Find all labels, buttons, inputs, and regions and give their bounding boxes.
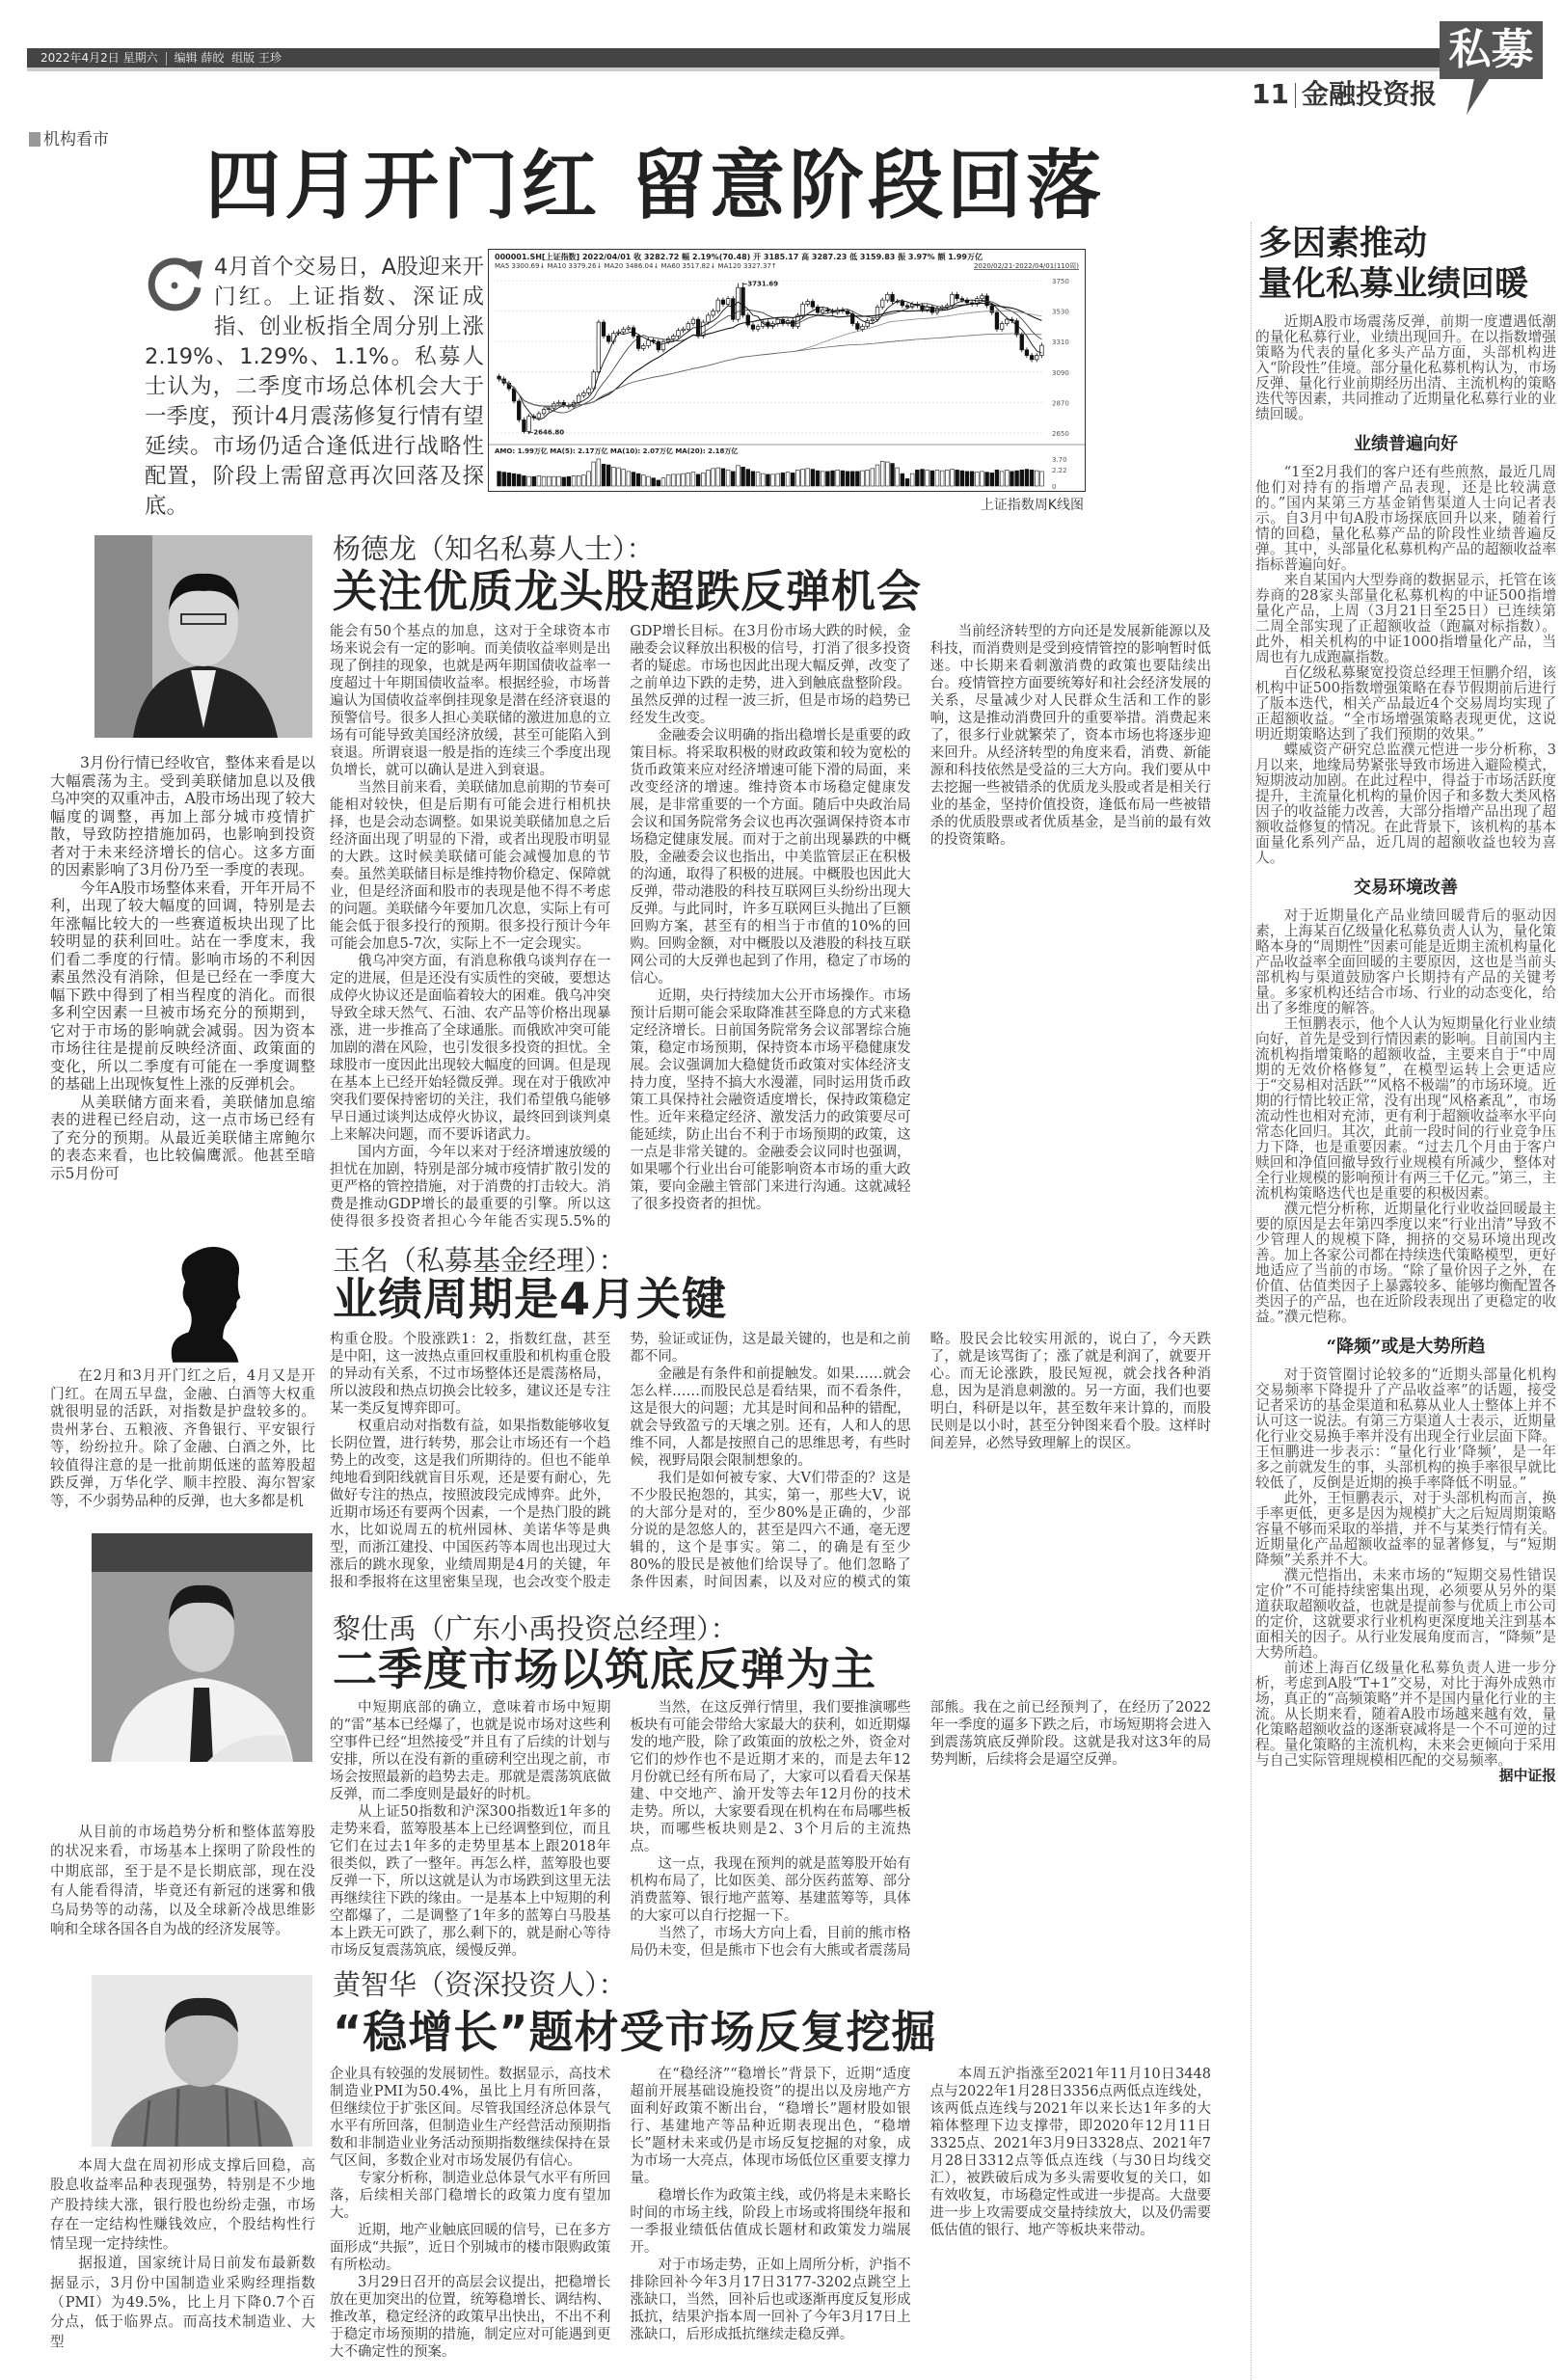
volume-bar — [846, 472, 849, 486]
candle-body — [866, 321, 870, 327]
candle-body — [721, 300, 725, 304]
volume-bar — [622, 470, 626, 486]
candle-body — [577, 395, 580, 402]
candle-body — [537, 414, 541, 418]
candle-body — [891, 294, 895, 301]
candle-body — [861, 326, 865, 329]
section-tab: 私募 — [1440, 21, 1543, 79]
paragraph: 从目前的市场趋势分析和整体蓝筹股的状况来看，市场基本上探明了阶段性的中期底部，至于是不是长期底部，现在没有人能看得清，毕竟还有新冠的迷雾和俄乌局势等的动荡，以及全球新冷战思维影响和全球各国各自为战的经济发展等。 — [50, 1824, 315, 1938]
volume-bar — [636, 473, 640, 486]
volume-bar — [970, 472, 974, 486]
ma5-line — [499, 300, 1042, 419]
candle-body — [806, 302, 810, 305]
article-3-photo — [92, 1533, 312, 1762]
candle-body — [826, 310, 830, 311]
candle-body — [956, 294, 959, 298]
candle-body — [756, 326, 760, 329]
volume-bar — [821, 472, 824, 486]
candle-body — [871, 319, 875, 320]
volume-bar — [981, 472, 984, 486]
volume-bar — [577, 475, 580, 486]
chart-caption: 上证指数周K线图 — [980, 498, 1084, 513]
volume-bar — [572, 475, 576, 486]
volume-bar — [1035, 471, 1038, 486]
volume-bar — [652, 478, 656, 486]
candle-body — [995, 312, 999, 329]
refresh-icon — [145, 255, 204, 314]
page-folio — [1244, 77, 1437, 112]
volume-bar — [915, 470, 919, 486]
candle-body — [1020, 335, 1024, 350]
volume-bar — [517, 474, 521, 486]
candle-body — [557, 402, 561, 403]
paragraph: 构重仓股。个股涨跌1：2，指数红盘，甚至是中阳，这一波热点重回权重股和机构重仓股的异动有关系，不过市场整体还是震荡格局，所以波段和热点切换会比较多，建议还是专注某一类反复博弈即可。 — [330, 1332, 611, 1417]
sidebar-intro: 近期A股市场震荡反弹，前期一度遭遇低潮的量化私募行业，业绩出现回升。在以指数增强策略为代表的量化多头产品方面，头部机构进入“阶段性”佳境。部分量化私募机构认为，市场反弹、量化行业前期经历出清、主流机构的策略迭代等因素，共同推动了近期量化私募行业的业绩回暖。 — [1255, 313, 1556, 422]
volume-bar — [617, 468, 621, 486]
volume-bar — [627, 472, 631, 486]
volume-bar — [990, 473, 994, 486]
candle-body — [602, 322, 606, 336]
volume-bar — [512, 473, 516, 486]
paragraph: 当前经济转型的方向还是发展新能源以及科技，而消费则是受到疫情管控的影响暂时低迷。中长期来看刺激消费的政策也要陆续出台。疫情管控方面要统筹好和社会经济发展的关系，尽量减少对人民群众生活和工作的影响，这是推动消费回升的重要举措。消费起来了，很多行业就繁荣了，资本市场也将逐步迎来回升。从经济转型的角度来看，消费、新能源和科技依然是受益的三大方向。我们要从中去挖掘一些被错杀的优质龙头股或者是相关行业的基金，坚持价值投资，逢低布局一些被错杀的优质股票或者优质基金，是当前的最有效的投资策略。 — [929, 624, 1211, 848]
source-credit: 据中证报 — [1498, 1768, 1556, 1784]
paragraph: 在2月和3月开门红之后，4月又是开门红。在周五早盘，金融、白酒等大权重就很明显的活跃，对指数是护盘较多的。贵州茅台、五粮液、齐鲁银行、平安银行等，纷纷拉升。除了金融、白酒之外，比较值得注意的是一批前期低迷的蓝筹股超跌反弹，万华化学、顺丰控股、海尔智家等，不少弱势品种的反弹，也大多都是机 — [50, 1367, 315, 1509]
paragraph: 濮元恺分析称，近期量化行业收益回暖最主要的原因是去年第四季度以来“行业出清”导致不少管理人的规模下降，拥挤的交易环境出现改善。加上各家公司都在持续迭代策略模型，更好地适应了当前的市场。“除了量价因子之外，在价值、估值类因子上暴露较多、能够均衡配置各类因子的产品，也在近阶段表现出了更稳定的收益。”濮元恺称。 — [1255, 1201, 1556, 1325]
paragraph: 本周五沪指涨至2021年11月10日3448点与2022年1月28日3356点两低点连线处，该两低点连线与2021年以来长达1年多的大箱体整理下边支撑带，即2020年12月11日3325点、2021年3月9日3328点、2021年7月28日3312点等低点连线（与30日均线交汇），被跌破后成为多头需要收复的关口，如有效收复，市场稳定性或进一步提高。大盘要进一步上攻需要成交量持续放大，以及仍需要低估值的银行、地产等板块来带动。 — [929, 2067, 1211, 2238]
paragraph: 在“稳经济”“稳增长”背景下，近期“适度超前开展基础设施投资”的提出以及房地产方面利好政策不断出台，“稳增长”题材股如银行、基建地产等品种近期表现出色，“稳增长”题材未来或仍是市场反复挖掘的对象，成为市场一大亮点，体现市场低位区重要支撑力量。 — [630, 2067, 911, 2186]
volume-bar — [926, 470, 929, 486]
volume-bar — [756, 473, 760, 486]
volume-bar — [737, 466, 741, 486]
volume-bar — [951, 470, 955, 486]
candle-body — [981, 296, 984, 299]
header-rule — [27, 68, 1440, 71]
paragraph: 专家分析称，制造业总体景气水平有所回落，后续相关部门稳增长的政策力度有望加大。 — [330, 2171, 611, 2221]
sidebar-article-body — [1255, 314, 1556, 1784]
volume-bar — [716, 468, 720, 486]
volume-bar — [921, 470, 925, 486]
candle-body — [801, 304, 805, 314]
volume-bar — [542, 476, 546, 486]
volume-bar — [786, 473, 790, 486]
volume-bar — [677, 474, 681, 486]
tab-pointer — [1461, 78, 1499, 117]
volume-bar — [861, 471, 865, 486]
candle-body — [905, 306, 909, 307]
paragraph: 来自某国内大型券商的数据显示，托管在该券商的28家头部量化私募机构的中证500指增量化产品，上周（3月21日至25日）已连续第二周全部实现了正超额收益（跑赢对标指数）。此外，相关机构的中证1000指增量化产品，当周也有九成跑赢指数。 — [1255, 572, 1556, 665]
article-1-lead-column — [50, 754, 315, 1182]
volume-bar — [647, 476, 651, 486]
article-4-body — [330, 2066, 1211, 2372]
volume-bar — [885, 462, 889, 486]
volume-bar — [731, 472, 735, 486]
paragraph: 濮元恺指出，未来市场的“短期交易性错误定价”不可能持续密集出现，必须要从另外的渠道获取超额收益，也就是提前参与优质上市公司的定价，这就要求行业机构更深度地关注到基本面相关的因子。从行业发展角度而言，“降频”是大势所趋。 — [1255, 1567, 1556, 1661]
volume-bar — [632, 473, 635, 486]
candle-body — [622, 329, 626, 332]
candle-body — [523, 419, 526, 431]
candle-body — [687, 324, 690, 330]
candle-body — [677, 331, 681, 337]
paragraph: 此外，王恒鹏表示，对于头部机构而言，换手率更低，更多是因为规模扩大之后短周期策略容量不够而采取的举措，并不与某类行情有关。近期量化产品超额收益率的显著修复，与“短期降频”关系并不大。 — [1255, 1490, 1556, 1568]
volume-bar — [498, 472, 501, 486]
volume-bar — [671, 474, 675, 486]
volume-bar — [1020, 470, 1024, 486]
y-tick-label: 3310 — [1052, 338, 1069, 347]
volume-bar — [825, 472, 829, 486]
portrait-photo — [92, 1975, 312, 2147]
volume-bar — [960, 471, 964, 486]
candle-body — [672, 336, 676, 338]
article-3-byline: 黎仕禹（广东小禹投资总经理）： — [333, 1612, 739, 1645]
volume-bar — [721, 469, 725, 486]
volume-bar — [657, 480, 660, 486]
volume-bar — [880, 461, 884, 486]
paragraph: 金融是有条件和前提触发。如果……就会怎么样……而股民总是看结果，而不看条件，这是很大的问题；尤其是时间和品种的错配，就会导致盈亏的天壤之别。还有，人和人的思维不同，人都是按照自己的思维思考，有些时候，视野局限会限制想象的。 — [630, 1366, 911, 1469]
volume-bar — [1000, 472, 1004, 486]
volume-bar — [1040, 472, 1044, 486]
article-3-lead-column — [50, 1823, 315, 1940]
volume-bar — [741, 467, 745, 486]
article-2-photo — [92, 1238, 305, 1364]
paragraph: 对于资管圈讨论较多的“近期头部量化机构交易频率下降提升了产品收益率”的话题，接受记者采访的基金渠道和私募从业人士整体上并不认可这一说法。有第三方渠道人士表示，近期量化行业交易换手率并没有出现全行业层面下降。王恒鹏进一步表示：“量化行业‘降频’，是一年多之前就发生的事，头部机构的换手率很早就比较低了，反倒是近期的换手率降低不明显。” — [1255, 1366, 1556, 1491]
volume-bar — [726, 470, 730, 486]
section-label: 机构看市 — [29, 125, 109, 149]
volume-bar — [527, 476, 531, 486]
volume-bar — [682, 473, 686, 486]
portrait-photo — [94, 535, 312, 738]
paragraph: 权重启动对指数有益，如果指数能够收复长阴位置，进行转势，那会让市场还有一个趋势上的改变，这是我们所期待的。但也不能单纯地看到阳线就盲目乐观，还是要有耐心，先做好专注的热点，按照波段完成博弈。此外，近期市场还有要两个因素，一个是热门股的跳水，比如说周五的杭州园林、美诺华等是典型，而浙江建投、中国医药等本周也出现过大涨后的跳水现象，业绩周期是4月的关键，年报和季报将在这里密集呈现，也会改变个股走势，验证或证伪，这是最关键的，也是和之前都不同。 — [330, 1332, 911, 1590]
page-number: 11 — [1252, 78, 1289, 110]
candle-body — [751, 325, 755, 329]
paragraph: 本周大盘在周初形成支撑后回稳，高股息收益率品种表现强势，特别是不少地产股持续大涨，银行股也纷纷走强，市场存在一定结构性赚钱效应，个股结构性行情呈现一定持续性。 — [50, 2157, 315, 2253]
chart-range: 2020/02/21-2022/04/01(110周) — [973, 262, 1079, 270]
volume-bar — [1025, 470, 1029, 486]
paragraph: 近期，地产业触底回暖的信号，已在多方面形成“共振”，近日个别城市的楼市限购政策有所松动。 — [330, 2223, 611, 2273]
volume-bar — [806, 469, 810, 486]
volume-bar — [901, 473, 904, 486]
candle-body — [731, 299, 735, 320]
volume-bar — [781, 473, 785, 486]
paragraph: 从美联储方面来看，美联储加息缩表的进程已经启动，这一点市场已经有了充分的预期。从最近美联储主席鲍尔的表态来看，也比较偏鹰派。他甚至暗示5月份可 — [50, 1093, 315, 1182]
candle-body — [1030, 356, 1034, 360]
volume-bar — [1010, 472, 1014, 486]
volume-bar — [935, 470, 939, 486]
silhouette-portrait — [92, 1238, 305, 1364]
volume-bar — [816, 471, 820, 486]
article-3-body — [330, 1699, 1211, 1963]
article-2-byline: 玉名（私募基金经理）： — [333, 1244, 627, 1277]
candle-body — [880, 300, 884, 307]
volume-bar — [597, 459, 601, 486]
candle-body — [627, 328, 631, 329]
chart-volume-header: AMO: 1.99万亿 MA(5): 2.17万亿 MA(10): 2.07万亿 MA(20): 2.18万亿 — [495, 447, 739, 455]
candle-body — [1015, 321, 1019, 335]
volume-bar — [767, 474, 770, 486]
volume-bar — [761, 473, 765, 486]
paragraph: 企业具有较强的发展韧性。数据显示，高技术制造业PMI为50.4%，虽比上月有所回落，但继续位于扩张区间。尽管我国经济总体景气水平有所回落，但制造业生产经营活动预期指数和非制造业业务活动预期指数继续保持在景气区间，多数企业对市场发展仍有信心。 — [330, 2067, 611, 2169]
volume-bar — [910, 473, 914, 486]
paragraph: 今年A股市场整体来看，开年开局不利，出现了较大幅度的回调，特别是去年涨幅比较大的一些赛道板块出现了比较明显的获利回吐。站在一季度末，我们看二季度的行情。影响市场的不利因素虽然没有消除，但是已经在一季度大幅下跌中得到了相当程度的消化。而很多利空因素一旦被市场充分的预期到，它对于市场的影响就会减弱。因为资本市场往往是提前反映经济面、政策面的变化，所以二季度有可能在一季度调整的基础上出现恢复性上涨的反弹机会。 — [50, 879, 315, 1093]
paragraph: 国内方面，今年以来对于经济增速放缓的担忧在加剧，特别是部分城市疫情扩散引发的更严格的管控措施，对于消费的打击较大。消费是推动GDP增长的最重要的引擎。所以这使得很多投资者担心今年能否实现5.5%的GDP增长目标。在3月份市场大跌的时候，金融委会议释放出积极的信号，打消了很多投资者的疑虑。市场也因此出现大幅反弹，改变了之前单边下跌的走势，进入到触底盘整阶段。虽然反弹的过程一波三折，但是市场的趋势已经发生改变。 — [330, 624, 911, 1230]
candle-body — [1035, 356, 1038, 360]
paragraph: 前述上海百亿级量化私募负责人进一步分析，考虑到A股“T+1”交易，对比于海外成熟市场，真正的“高频策略”并不是国内量化行业的主流。从长期来看，随着A股市场越来越有效，量化策略超额收益的逐渐衰减将是一个不可逆的过程。量化策略的主流机构，未来会更倾向于采用与自己实际管理规模相匹配的交易频率。 据中证报 — [1255, 1660, 1556, 1784]
candle-body — [657, 341, 660, 350]
volume-bar — [707, 470, 711, 486]
volume-bar — [791, 473, 794, 486]
volume-tick-label: 0 — [1052, 483, 1057, 491]
volume-bar — [930, 471, 934, 486]
paragraph: 3月份行情已经收官，整体来看是以大幅震荡为主。受到美联储加息以及俄乌冲突的双重冲击，A股市场出现了较大幅度的调整，再加上部分城市疫情扩散，导致防控措施加码，也影响到投资者对于未来经济增长的信心。这多方面的因素影响了3月份乃至一季度的表现。 — [50, 754, 315, 879]
paragraph: 我们是如何被专家、大V们带歪的？这是不少股民抱怨的，其实，第一，那些大V，说的大部分是对的，至少80%是正确的，少部分说的是忽悠人的，甚至是四六不通，毫无逻辑的，这个是事实。第二，的确是有至少80%的股民是被他们给误导了。他们忽略了条件因素，时间因素，以及对应的模式的策略。股民会比较实用派的，说白了，今天跌了，就是该骂街了；涨了就是利润了，就要开心。而无论涨跌，股民短视，就会找各种消息，因为是消息刺激的。另一方面，我们也要明白，科研是以年，甚至数年来计算的，而股民则是以小时，甚至分钟图来看个股。这样时间差异，必然导致理解上的误区。 — [630, 1332, 1211, 1590]
volume-tick-label: 2.22 — [1052, 467, 1067, 475]
article-4-photo — [92, 1975, 312, 2147]
candle-body — [707, 315, 711, 322]
candle-body — [856, 324, 860, 330]
candle-body — [701, 322, 705, 336]
volume-bar — [587, 472, 591, 486]
candle-body — [562, 402, 566, 405]
volume-bar — [866, 470, 870, 486]
volume-bar — [855, 472, 859, 486]
index-weekly-kline-chart — [488, 249, 1086, 492]
sidebar-subheading: 交易环境改善 — [1354, 878, 1458, 898]
volume-bar — [871, 469, 875, 486]
candle-body — [682, 329, 686, 330]
candle-body — [726, 299, 730, 305]
volume-bar — [641, 475, 645, 486]
volume-bar — [850, 472, 854, 486]
column-divider — [1251, 222, 1252, 2380]
paragraph: 百亿级私募聚宽投资总经理王恒鹏介绍，该机构中证500指数增强策略在春节假期前后进行了版本迭代，相关产品最近4个交易周均实现了正超额收益。“全市场增强策略表现更优，这说明近期策略达到了我们预期的效果。” — [1255, 664, 1556, 743]
article-1-byline: 杨德龙（知名私募人士）： — [333, 532, 655, 565]
paragraph: 蝶威资产研究总监濮元恺进一步分析称，3月以来，地缘局势紧张导致市场进入避险模式，短期波动加剧。在此过程中，得益于市场活跃度提升，主流量化机构的量价因子和多数大类风格因子的收益能力改善，大部分指增产品出现了超额收益修复的情况。在此背景下，该机构的基本面量化系列产品，近几周的超额收益也较为喜人。 — [1255, 742, 1556, 866]
article-4-headline: “稳增长”题材受市场反复挖掘 — [333, 2006, 937, 2058]
article-1-headline: 关注优质龙头股超跌反弹机会 — [333, 565, 922, 617]
candle-body — [597, 322, 601, 372]
portrait-photo — [92, 1533, 312, 1762]
volume-bar — [776, 473, 780, 486]
volume-bar — [801, 470, 805, 486]
issue-date: 2022年4月2日 星期六 — [40, 51, 158, 65]
candle-body — [691, 319, 695, 323]
candle-body — [661, 341, 665, 350]
paragraph: 当然了，市场大方向上看，目前的熊市格局仍未变，但是熊市下也会有大熊或者震荡局部熊。我在之前已经预判了，在经历了2022年一季度的逼多下跌之后，市场短期将会进入到震荡筑底反弹阶段。这就是我对这3年的局势判断，后续将会是逼空反弹。 — [630, 1700, 1211, 1959]
volume-bar — [523, 475, 526, 486]
paragraph: 能会有50个基点的加息，这对于全球资本市场来说会有一定的影响。而美债收益率则是出现了倒挂的现象，也就是两年期国债收益率一度超过十年期国债收益率。根据经验，市场普遍认为国债收益率倒挂现象是潜在经济衰退的预警信号。很多人担心美联储的激进加息的立场有可能导致美国经济放缓，甚至可能陷入到衰退。所谓衰退一般是指的连续三个季度出现负增长，就可以确认是进入到衰退。 — [330, 624, 611, 778]
volume-bar — [905, 478, 909, 486]
volume-bar — [712, 469, 715, 486]
y-tick-label: 3090 — [1052, 368, 1069, 377]
volume-bar — [956, 470, 959, 486]
candle-body — [776, 319, 780, 323]
paragraph: 3月29日召开的高层会议提出，把稳增长放在更加突出的位置，统筹稳增长、调结构、推改革，稳定经济的政策早出快出，不出不利于稳定市场预期的措施，制定应对可能遇到更大不确定性的预案。 — [330, 2275, 611, 2360]
candle-body — [1000, 324, 1004, 330]
volume-bar — [567, 476, 571, 486]
article-4-lead-column — [50, 2156, 315, 2352]
ma20-line — [499, 303, 1042, 406]
volume-bar — [811, 470, 815, 486]
volume-bar — [687, 473, 690, 486]
paragraph: 对于市场走势，正如上周所分析，沪指不排除回补今年3月17日3177-3202点跳空上涨缺口，当然，回补后也或逐渐再度反复形成抵抗，结果沪指本周一回补了今年3月17日上涨缺口，后形成抵抗继续走稳反弹。 — [630, 2258, 911, 2342]
volume-bar — [975, 473, 979, 486]
candle-body — [498, 376, 501, 379]
volume-bar — [592, 462, 596, 486]
y-tick-label: 3530 — [1052, 308, 1069, 316]
paragraph: 当然，在这反弹行情里，我们要推演哪些板块有可能会带给大家最大的获利，如近期爆发的地产股，除了政策面的放松之外，资金对它们的炒作也不是近期才来的，而是去年12月份就已经有所布局了，大家可以看看天保基建、中交地产、渝开发等去年12月份的技术走势。所以，大家要看现在机构在布局哪些板块，而哪些板块则是2、3个月后的主流热点。 — [630, 1700, 911, 1854]
paragraph: 对于近期量化产品业绩回暖背后的驱动因素，上海某百亿级量化私募负责人认为，量化策略本身的“周期性”因素可能是近期主流机构量化产品收益率全面回暖的主要原因，这也是当前头部机构与渠道鼓励客户长期持有产品的关键考量。多家机构还结合市场、行业的动态变化，给出了多维度的解答。 — [1255, 907, 1556, 1016]
candle-body — [512, 389, 516, 401]
candle-body — [606, 336, 610, 341]
paragraph: 金融委会议明确的指出稳增长是重要的政策目标。将采取积极的财政政策和较为宽松的货币政策来应对经济增速可能下滑的局面，来改变经济的增速。维持资本市场稳定健康发展，是非常重要的一个方面。随后中央政治局会议和国务院常务会议也再次强调保持资本市场稳定健康发展。而对于之前出现暴跌的中概股，金融委会议也指出，中美监管层正在积极的沟通，取得了积极的进展。中概股也因此大反弹，带动港股的科技互联网巨头纷纷出现大反弹。与此同时，许多互联网巨头抛出了巨额回购方案，甚至有的相当于市值的10%的回购。回购金额，对中概股以及港股的科技互联网公司的大反弹也起到了作用，稳定了市场的信心。 — [630, 728, 911, 987]
volume-bar — [611, 467, 615, 486]
volume-bar — [891, 464, 895, 486]
paragraph: 近期，央行持续加大公开市场操作。市场预计后期可能会采取降准甚至降息的方式来稳定经济增长。日前国务院常务会议部署综合施策，稳定市场预期，保持资本市场平稳健康发展。会议强调加大稳健货币政策对实体经济支持力度，坚持不搞大水漫灌，同时运用货币政策工具保持社会融资适度增长，保持政策稳定性。近年来稳定经济、激发活力的政策要尽可能延续，防止出台不利于市场预期的政策，这一点是非常关键的。金融委会议同时也强调，如果哪个行业出台可能影响资本市场的重大政策，要向金融主管部门来进行沟通。这就减轻了很多投资者的担忧。 — [630, 988, 911, 1212]
y-tick-label: 2870 — [1052, 399, 1069, 408]
sidebar-subheading: 业绩普遍向好 — [1354, 434, 1458, 454]
volume-bar — [691, 473, 695, 486]
volume-bar — [606, 465, 610, 486]
volume-bar — [547, 476, 551, 486]
candle-body — [587, 389, 591, 392]
candle-body — [542, 410, 546, 414]
paragraph: 据报道，国家统计局日前发布最新数据显示，3月份中国制造业采购经理指数（PMI）为49.5%，比上月下降0.7个百分点，低于临界点。而高技术制造业、大型 — [50, 2255, 315, 2350]
paragraph: 王恒鹏表示，他个人认为短期量化行业业绩向好，首先是受到行情因素的影响。目前国内主流机构指增策略的超额收益，主要来自于“中周期的无效价格修复”，在模型运转上会更适应于“交易相对活跃”“风格不极端”的市场环境。近期的行情比较正常，没有出现“风格紊乱”，市场流动性也相对充沛，更有利于超额收益率水平向常态化回归。其次，此前一段时间的行业竞争压力下降，也是重要因素。“过去几个月由于客户赎回和净值回撤导致行业规模有所减少，整体对全行业规模的影响预计有两三千亿元。”第三，主流机构策略迭代也是重要的积极因素。 — [1255, 1015, 1556, 1202]
volume-bar — [875, 465, 879, 486]
candle-body — [712, 311, 715, 315]
sidebar-headline: 多因素推动 量化私募业绩回暖 — [1258, 225, 1529, 304]
candle-body — [886, 294, 890, 300]
paragraph: “1至2月我们的客户还有些煎熬，最近几周他们对持有的指增产品表现，还是比较满意的。”国内某第三方基金销售渠道人士向记者表示。自3月中旬A股市场探底回升以来，随着行情的回稳，量化私募产品的阶段性业绩普遍反弹。其中，头部量化私募机构产品的超额收益率指标普遍向好。 — [1255, 464, 1556, 573]
volume-bar — [701, 473, 705, 486]
volume-bar — [1015, 471, 1019, 486]
paragraph: 中短期底部的确立，意味着市场中短期的“雷”基本已经爆了，也就是说市场对这些利空事件已经“坦然接受”并且有了后续的计划与安排，所以在没有新的重磅利空出现之前，市场会按照最新的趋势去走。那就是震荡筑底做反弹，而二季度则是最好的时机。 — [330, 1700, 611, 1802]
volume-bar — [502, 473, 506, 486]
volume-bar — [661, 478, 665, 486]
volume-tick-label: 3.70 — [1052, 456, 1067, 464]
volume-bar — [1005, 470, 1009, 486]
candle-body — [821, 310, 824, 312]
volume-bar — [985, 473, 989, 486]
article-3-headline: 二季度市场以筑底反弹为主 — [333, 1643, 876, 1695]
low-annotation: ←2646.80 — [527, 428, 565, 437]
candle-body — [811, 302, 815, 308]
article-4-byline: 黄智华（资深投资人）： — [333, 1968, 627, 2001]
page-title: 四月开门红 留意阶段回落 — [205, 143, 1106, 230]
volume-bar — [696, 474, 700, 486]
candle-body — [1040, 345, 1044, 355]
section-marker-icon — [29, 132, 40, 147]
candle-body — [960, 299, 964, 300]
article-2-headline: 业绩周期是4月关键 — [333, 1273, 728, 1325]
candle-body — [642, 346, 646, 349]
candle-body — [901, 302, 904, 306]
volume-bar — [831, 471, 835, 486]
divider — [166, 52, 167, 66]
volume-bar — [841, 471, 845, 486]
article-2-body — [330, 1331, 1211, 1607]
volume-bar — [896, 468, 900, 486]
paragraph: 当然目前来看，美联储加息前期的节奏可能相对较快，但是后期有可能会进行相机抉择，也是会动态调整。如果说美联储加息之后经济面出现了明显的下滑，或者出现股市明显的大跌。这时候美联储可能会减慢加息的节奏。虽然美联储目标是维持物价稳定、保障就业，但是经济面和股市的表现是他不得不考虑的问题。美联储今年要加几次息，实际上有可能会低于很多投行的预期。很多投行预计今年可能会加息5-7次，实际上不一定会现实。 — [330, 780, 611, 952]
article-1-photo — [94, 535, 312, 738]
volume-bar — [532, 476, 536, 486]
candle-body — [716, 300, 720, 311]
volume-bar — [746, 470, 750, 486]
chart-header-ma: MA5 3300.69↓ MA10 3379.26↓ MA20 3486.04↓ MA60 3517.82↓ MA120 3327.37↑ — [495, 262, 777, 270]
paragraph: 这一点，我现在预判的就是蓝筹股开始有机构布局了，比如医美、部分医药蓝筹、部分消费蓝筹、银行地产蓝筹、基建蓝筹等，具体的大家可以自行挖掘一下。 — [630, 1856, 911, 1924]
volume-bar — [945, 470, 949, 486]
y-tick-label: 3750 — [1052, 278, 1069, 285]
volume-bar — [507, 473, 511, 486]
candle-body — [746, 315, 750, 325]
layout-credit: 组版 王珍 — [231, 51, 282, 65]
volume-bar — [771, 474, 775, 486]
high-annotation: ←3731.69 — [741, 280, 779, 288]
candle-body — [647, 340, 651, 346]
candle-body — [582, 392, 586, 395]
article-1-body — [330, 623, 1211, 1234]
volume-bar — [965, 472, 969, 486]
article-2-lead-column — [50, 1367, 315, 1510]
candle-body — [1005, 319, 1009, 323]
candle-body — [1025, 350, 1029, 356]
volume-bar — [666, 475, 670, 486]
volume-bar — [1030, 470, 1034, 486]
sidebar-subheading: “降频”或是大势所趋 — [1326, 1337, 1486, 1357]
candle-body — [951, 294, 955, 305]
volume-bar — [562, 477, 566, 486]
lead-intro: 4月首个交易日，A股迎来开门红。上证指数、深证成指、创业板指全周分别上涨2.19%、1.29%、1.1%。私募人士认为，二季度市场总体机会大于一季度，预计4月震荡修复行情有望延续。市场仍适合逢低进行战略性配置，阶段上需留意再次回落及探底。 — [145, 255, 484, 519]
volume-bar — [940, 471, 944, 486]
page-header-bar — [27, 48, 1440, 68]
volume-bar — [602, 464, 606, 486]
volume-bar — [552, 476, 555, 486]
y-tick-label: 2650 — [1052, 430, 1069, 438]
paragraph: 从上证50指数和沪深300指数近1年多的走势来看，蓝筹股基本上已经调整到位，而且它们在过去1年多的走势里基本上跟2018年很类似，跌了一整年。再怎么样，蓝筹股也要反弹一下，所以这就是认为市场跌到这里无法再继续往下跌的缘由。一是基本上中短期的利空都爆了，二是调整了1年多的蓝筹白马股基本上跌无可跌了，那么剩下的，就是耐心等待市场反复震荡筑底，缓慢反弹。 — [330, 1804, 611, 1959]
volume-bar — [557, 476, 561, 486]
volume-bar — [537, 475, 541, 486]
kline-svg — [489, 250, 1085, 491]
volume-bar — [836, 470, 840, 486]
paper-name: 金融投资报 — [1301, 78, 1437, 110]
paragraph: 俄乌冲突方面，有消息称俄乌谈判存在一定的进展，但是还没有实质性的突破，要想达成停火协议还是面临着较大的困难。俄乌冲突导致全球天然气、石油、农产品等价格出现暴涨，进一步推高了全球通胀。而俄欧冲突可能加剧的潜在风险，也引发很多投资的担忧。全球股市一度因此出现较大幅度的回调。但是现在基本上已经开始轻微反弹。现在对于俄欧冲突我们要保持密切的关注，我们希望俄乌能够早日通过谈判达成停火协议，最终回到谈判桌上来解决问题，而不要诉诸武力。 — [330, 954, 611, 1143]
paragraph: 稳增长作为政策主线，或仍将是未来略长时间的市场主线，阶段上市场或将围绕年报和一季报业绩低估值成长题材和政策发力端展开。 — [630, 2188, 911, 2256]
volume-bar — [581, 475, 585, 486]
editor: 编辑 薛皎 — [174, 51, 225, 65]
chart-header-quote: 000001.SH[上证指数] 2022/04/01 收 3282.72 幅 2.19%(70.48) 开 3185.17 高 3287.23 低 3159.83 振 3.97% 额 1.99万亿 — [495, 253, 983, 261]
volume-bar — [751, 472, 755, 486]
candle-body — [517, 401, 521, 419]
volume-bar — [995, 470, 999, 486]
volume-bar — [796, 470, 800, 486]
